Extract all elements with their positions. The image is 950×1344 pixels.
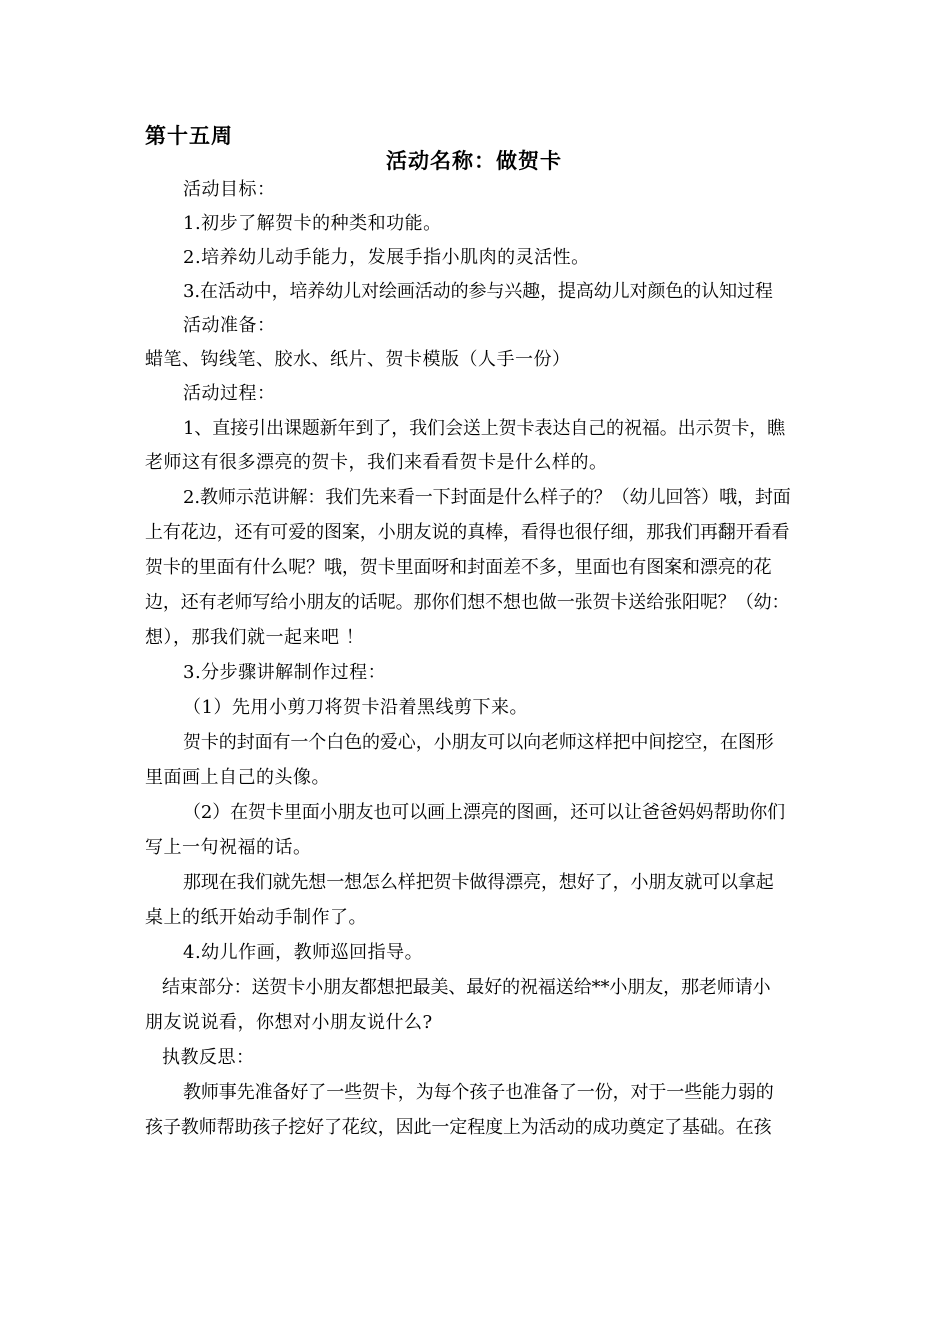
process-substep2-line1: （2）在贺卡里面小朋友也可以画上漂亮的图画，还可以让爸爸妈妈帮助你们 (183, 802, 786, 823)
process-substep1: （1）先用小剪刀将贺卡沿着黑线剪下来。 (183, 697, 528, 718)
process-step3-heading: 3.分步骤讲解制作过程： (183, 662, 387, 683)
process-step2-line1: 2.教师示范讲解：我们先来看一下封面是什么样子的？（幼儿回答）哦，封面 (183, 487, 791, 508)
process-step2-line2: 上有花边，还有可爱的图案，小朋友说的真棒，看得也很仔细，那我们再翻开看看 (145, 522, 790, 543)
goals-heading: 活动目标： (183, 179, 276, 200)
process-step2-line5: 想），那我们就一起来吧 ！ (145, 627, 365, 648)
preparation-materials: 蜡笔、钩线笔、胶水、纸片、贺卡模版（人手一份） (145, 349, 571, 370)
activity-title: 活动名称：做贺卡 (386, 149, 562, 173)
process-substep2-line2: 写上一句祝福的话。 (145, 837, 312, 858)
ending-line2: 朋友说说看，你想对小朋友说什么? (145, 1012, 433, 1033)
week-label: 第十五周 (145, 124, 233, 148)
ending-line1: 结束部分：送贺卡小朋友都想把最美、最好的祝福送给**小朋友，那老师请小 (162, 977, 771, 998)
start-making-line1: 那现在我们就先想一想怎么样把贺卡做得漂亮，想好了，小朋友就可以拿起 (183, 872, 774, 893)
reflection-line2: 孩子教师帮助孩子挖好了花纹，因此一定程度上为活动的成功奠定了基础。在孩 (145, 1117, 772, 1138)
goal-item-2: 2.培养幼儿动手能力，发展手指小肌肉的灵活性。 (183, 247, 590, 268)
process-step4: 4.幼儿作画，教师巡回指导。 (183, 942, 424, 963)
process-step1-line1: 1、直接引出课题新年到了，我们会送上贺卡表达自己的祝福。出示贺卡，瞧 (183, 418, 786, 439)
goal-item-1: 1.初步了解贺卡的种类和功能。 (183, 213, 442, 234)
cover-desc-line2: 里面画上自己的头像。 (145, 767, 330, 788)
goal-item-3: 3.在活动中，培养幼儿对绘画活动的参与兴趣，提高幼儿对颜色的认知过程 (183, 281, 773, 302)
preparation-heading: 活动准备： (183, 315, 276, 336)
cover-desc-line1: 贺卡的封面有一个白色的爱心，小朋友可以向老师这样把中间挖空，在图形 (183, 732, 774, 753)
start-making-line2: 桌上的纸开始动手制作了。 (145, 907, 367, 928)
process-step2-line3: 贺卡的里面有什么呢？哦，贺卡里面呀和封面差不多，里面也有图案和漂亮的花 (145, 557, 772, 578)
reflection-line1: 教师事先准备好了一些贺卡，为每个孩子也准备了一份，对于一些能力弱的 (183, 1082, 774, 1103)
reflection-heading: 执教反思： (162, 1047, 255, 1068)
process-step2-line4: 边，还有老师写给小朋友的话呢。那你们想不想也做一张贺卡送给张阳呢？（幼： (145, 592, 790, 613)
process-heading: 活动过程： (183, 383, 276, 404)
process-step1-line2: 老师这有很多漂亮的贺卡，我们来看看贺卡是什么样的。 (145, 452, 608, 473)
